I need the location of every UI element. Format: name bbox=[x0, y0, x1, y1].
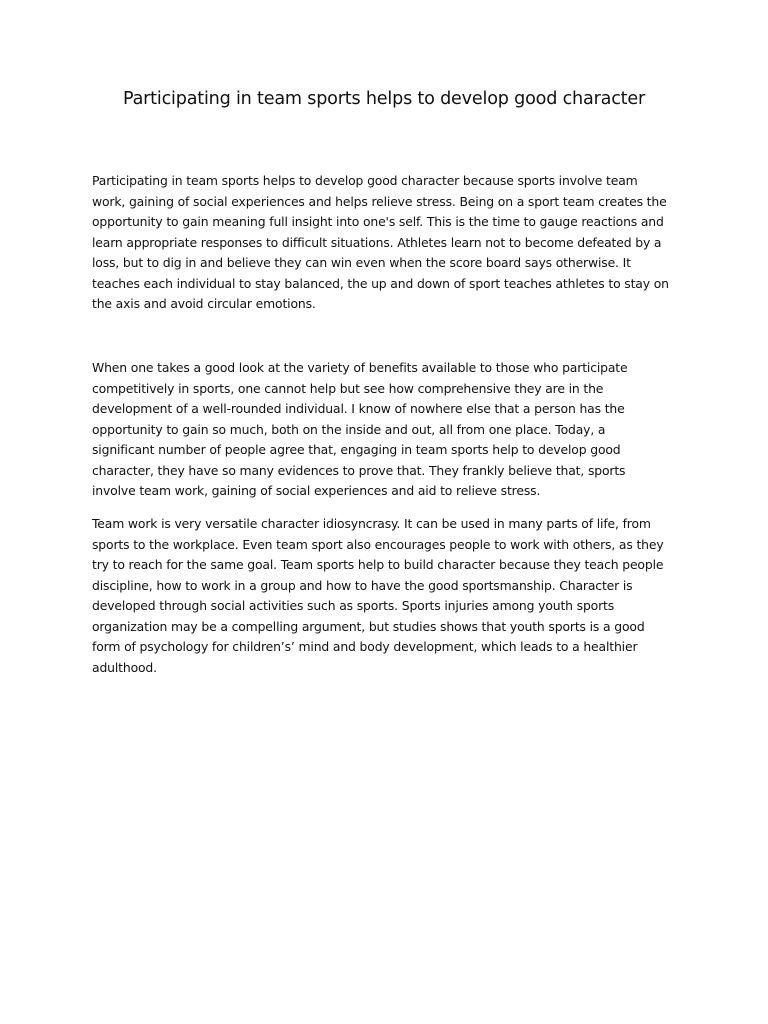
paragraph-2: When one takes a good look at the variety of benefits available to those who participate competitively in sports, one cannot help but see how comprehensive they are in the development of a well-rounded individual. I know of nowhere else that a person has the opportunity to gain so much, both on the inside and out, all from one place. Today, a significant number of people agree that, engaging in team sports help to develop good character, they have so many evidences to prove that. They frankly believe that, sports involve team work, gaining of social experiences and aid to relieve stress. bbox=[92, 360, 628, 498]
document-title: Participating in team sports helps to develop good character bbox=[122, 89, 646, 109]
paragraph-3: Team work is very versatile character idiosyncrasy. It can be used in many parts of life, from sports to the workplace. Even team sport also encourages people to work with others, as they try to reach for the same goal. Team sports help to build character because they teach people discipline, how to work in a group and how to have the good sportsmanship. Character is developed through social activities such as sports. Sports injuries among youth sports organization may be a compelling argument, but studies shows that youth sports is a good form of psychology for children’s’ mind and body development, which leads to a healthier adulthood. bbox=[92, 516, 664, 675]
paragraph-1: Participating in team sports helps to develop good character because sports involve team work, gaining of social experiences and helps relieve stress. Being on a sport team creates the opportunity to gain meaning full insight into one's self. This is the time to gauge reactions and learn appropriate responses to difficult situations. Athletes learn not to become defeated by a loss, but to dig in and believe they can win even when the score board says otherwise. It teaches each individual to stay balanced, the up and down of sport teaches athletes to stay on the axis and avoid circular emotions. bbox=[92, 173, 669, 311]
